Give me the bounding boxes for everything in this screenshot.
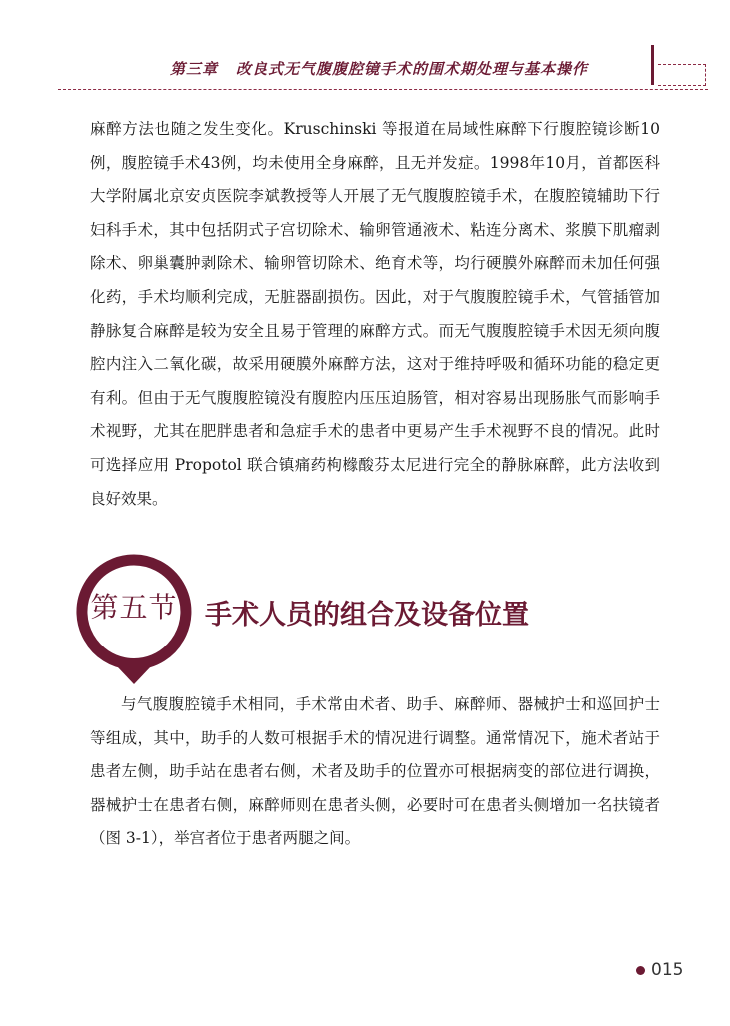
chapter-title: 改良式无气腹腹腔镜手术的围术期处理与基本操作 — [236, 60, 589, 78]
bullet-dot-icon — [636, 966, 645, 975]
header-dotted-rule — [58, 89, 708, 90]
body-paragraph-2: 与气腹腹腔镜手术相同，手术常由术者、助手、麻醉师、器械护士和巡回护士等组成，其中，助手的人数可根据手术的情况进行调整。通常情况下，施术者站于患者左侧，助手站在患者右侧，术者及助手的位置亦可根据病变的部位进行调换，器械护士在患者右侧，麻醉师则在患者头侧，必要时可在患者头侧增加一名扶镜者（图 3-1），举宫者位于患者两腿之间。 — [90, 695, 660, 848]
section-heading: 手术人员的组合及设备位置 — [205, 600, 529, 631]
page-number-text: 015 — [651, 960, 684, 980]
body-paragraph-1: 麻醉方法也随之发生变化。Kruschinski 等报道在局域性麻醉下行腹腔镜诊断10例，腹腔镜手术43例，均未使用全身麻醉，且无并发症。1998年10月，首都医科大学附属北京安贞医院李斌教授等人开展了无气腹腹腔镜手术，在腹腔镜辅助下行妇科手术，其中包括阴式子宫切除术、输卵管通液术、粘连分离术、浆膜下肌瘤剥除术、卵巢囊肿剥除术、输卵管切除术、绝育术等，均行硬膜外麻醉而未加任何强化药，手术均顺利完成，无脏器副损伤。因此，对于气腹腹腔镜手术，气管插管加静脉复合麻醉是较为安全且易于管理的麻醉方式。而无气腹腹腔镜手术因无须向腹腔内注入二氧化碳，故采用硬膜外麻醉方法，这对于维持呼吸和循环功能的稳定更有利。但由于无气腹腹腔镜没有腹腔内压压迫肠管，相对容易出现肠胀气而影响手术视野，尤其在肥胖患者和急症手术的患者中更易产生手术视野不良的情况。此时可选择应用 Propotol 联合镇痛药枸橼酸芬太尼进行完全的静脉麻醉，此方法收到良好效果。 — [90, 120, 660, 508]
running-header-title — [170, 58, 650, 79]
section-badge — [74, 554, 194, 686]
section-number: 第五节 — [90, 591, 178, 624]
header-dashed-box — [658, 64, 706, 86]
chapter-label: 第三章 — [170, 60, 219, 78]
page-number — [636, 960, 683, 980]
header-divider — [651, 45, 654, 85]
running-header — [0, 0, 730, 95]
